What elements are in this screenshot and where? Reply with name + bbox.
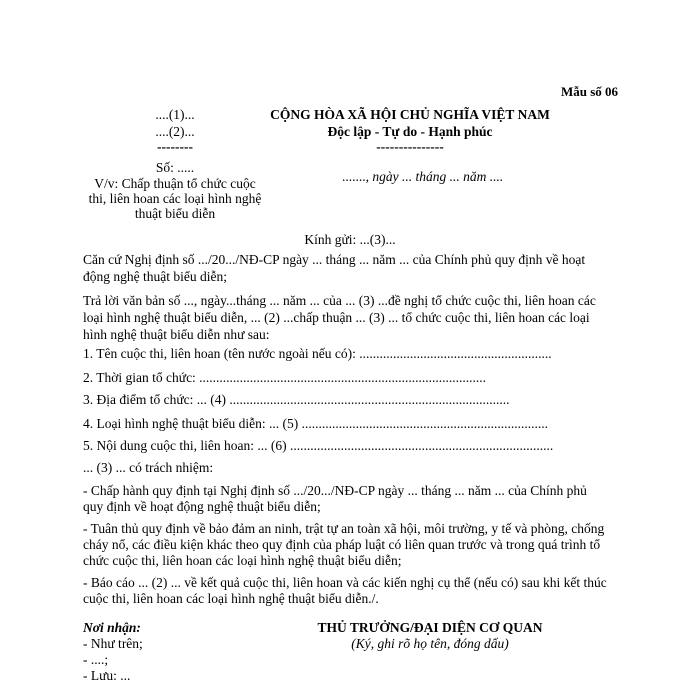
date-line [342,169,503,185]
recipient-line: Kính gửi: ...(3)... [304,232,396,247]
recipient-item-1: - Như trên; [83,636,143,651]
date-text: ngày ... tháng ... năm .... [372,169,504,184]
duty-2-line-1: - Tuân thủ quy định về bảo đảm an ninh, trật tự an toàn xã hội, môi trường, y tế và phòng, chống [83,521,605,536]
subject-line-3: thuật biểu diễn [134,206,216,221]
item-4: 4. Loại hình nghệ thuật biểu diễn: ... (5) ......................................................................... [83,416,548,431]
signer-title: THỦ TRƯỞNG/ĐẠI DIỆN CƠ QUAN [317,620,543,635]
document-number: Số: ..... [155,160,195,175]
reply-line-2: loại hình nghệ thuật biểu diễn, ... (2) ...chấp thuận ... (3) ... tổ chức cuộc thi, liên hoan các loại [83,310,590,325]
item-2: 2. Thời gian tổ chức: ..................................................................................... [83,370,487,385]
left-divider: -------- [157,139,193,154]
responsibility-intro: ... (3) ... có trách nhiệm: [83,460,214,475]
reply-line-1: Trả lời văn bản số ..., ngày...tháng ... năm ... của ... (3) ...đề nghị tổ chức cuộc thi, liên hoan các [83,293,596,308]
motto: Độc lập - Tự do - Hạnh phúc [327,124,493,139]
subject-line-1: V/v: Chấp thuận tổ chức cuộc [94,176,256,191]
reply-line-3: hình nghệ thuật biểu diễn như sau: [83,327,270,342]
date-prefix: ......., [342,169,369,184]
item-5: 5. Nội dung cuộc thi, liên hoan: ... (6) .............................................................................. [83,438,554,453]
basis-line-2: động nghệ thuật biểu diễn; [83,269,227,284]
duty-2-line-2: cháy nổ, các điều kiện khác theo quy định của pháp luật có liên quan trước và trong quá trình tổ [83,537,601,552]
right-divider: --------------- [376,139,444,154]
signer-note: (Ký, ghi rõ họ tên, đóng dấu) [351,636,509,651]
duty-2-line-3: chức cuộc thi, liên hoan các loại hình nghệ thuật biểu diễn; [83,553,402,568]
subject-line-2: thi, liên hoan các loại hình nghệ [88,191,262,206]
duty-3-line-2: cuộc thi, liên hoan các loại hình nghệ thuật biểu diễn./. [83,591,379,606]
recipient-item-2: - ....; [83,652,109,667]
nation-title: CỘNG HÒA XÃ HỘI CHỦ NGHĨA VIỆT NAM [270,107,550,122]
duty-1-line-2: quy định về hoạt động nghệ thuật biểu diễn; [83,499,321,514]
item-1: 1. Tên cuộc thi, liên hoan (tên nước ngoài nếu có): ......................................................... [83,346,552,361]
recipient-item-3: - Lưu: ... [83,668,131,683]
duty-1-line-1: - Chấp hành quy định tại Nghị định số .../20.../NĐ-CP ngày ... tháng ... năm ... của Chính phủ [83,483,587,498]
form-number: Mẫu số 06 [560,84,618,99]
recipients-title: Nơi nhận: [83,620,141,635]
agency-line-1: ....(1)... [155,107,195,122]
duty-3-line-1: - Báo cáo ... (2) ... về kết quả cuộc thi, liên hoan và các kiến nghị cụ thể (nếu có) sau khi kết thúc [83,575,607,590]
agency-line-2: ....(2)... [155,124,195,139]
item-3: 3. Địa điểm tổ chức: ... (4) ................................................................................... [83,392,510,407]
basis-line-1: Căn cứ Nghị định số .../20.../NĐ-CP ngày ... tháng ... năm ... của Chính phủ quy định về hoạt [83,252,586,267]
